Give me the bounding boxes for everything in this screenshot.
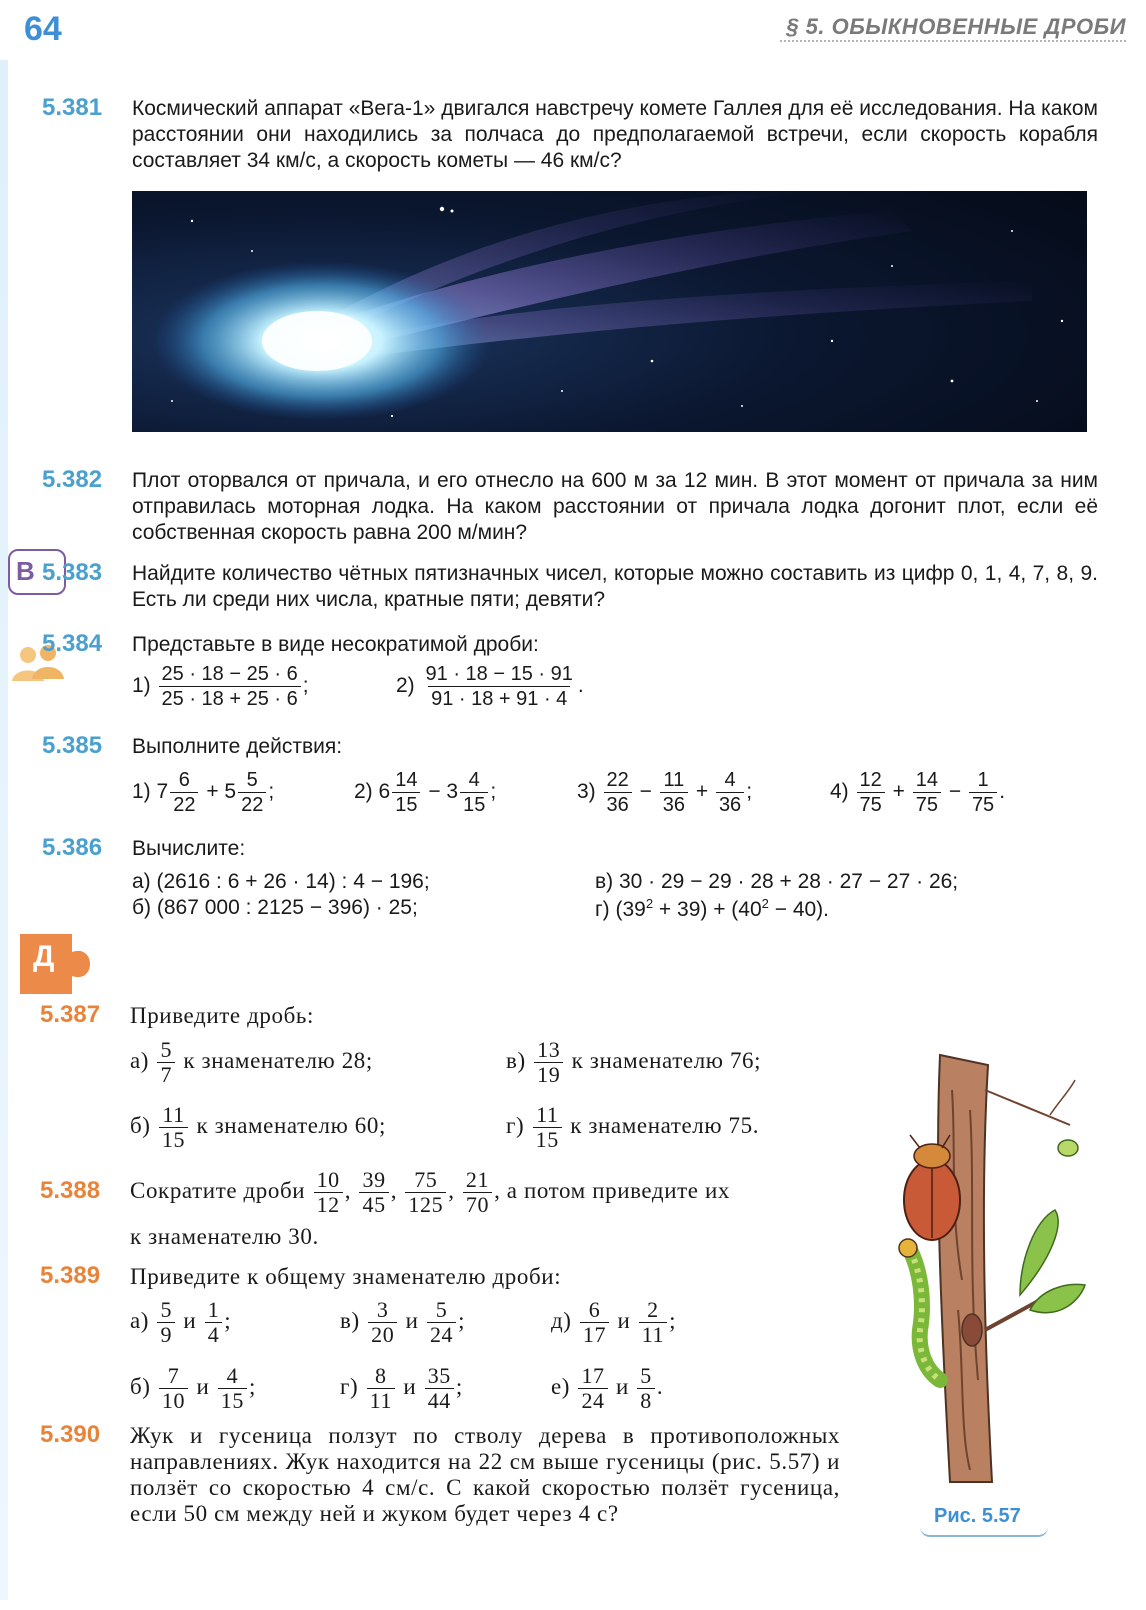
fraction	[157, 1038, 175, 1087]
numerator: 4	[724, 769, 736, 791]
problem-5385-text: Выполните действия:	[132, 735, 343, 758]
operator: +	[695, 780, 709, 804]
problem-5385-item-1	[132, 768, 274, 817]
operator: −	[639, 780, 652, 804]
item-label: б)	[130, 1373, 151, 1399]
fraction	[604, 768, 632, 817]
page-edge-tint	[0, 60, 8, 1600]
punct: ;	[302, 674, 309, 698]
numerator: 21	[465, 1167, 490, 1192]
item-label: 2)	[354, 780, 373, 804]
problem-number-5390: 5.390	[40, 1421, 101, 1448]
header-rule	[780, 40, 1126, 42]
numerator: 4	[468, 769, 480, 791]
fraction	[159, 1103, 188, 1152]
numerator: 12	[859, 769, 882, 791]
problem-5389-item-b	[130, 1364, 256, 1413]
punct: ;	[268, 780, 275, 804]
fraction	[534, 1038, 563, 1087]
problem-number-5385: 5.385	[42, 732, 103, 759]
punct: .	[577, 674, 584, 698]
fraction	[463, 1168, 492, 1217]
fraction	[637, 1364, 655, 1413]
numerator: 4	[226, 1363, 239, 1388]
item-label: д)	[551, 1307, 572, 1333]
denominator: 24	[427, 1322, 456, 1347]
denominator: 70	[463, 1192, 492, 1217]
problem-5386-g	[595, 896, 829, 922]
item-label: 1)	[132, 674, 151, 698]
fraction	[460, 768, 488, 817]
denominator: 10	[159, 1388, 188, 1413]
denominator: 19	[534, 1062, 563, 1087]
whole-part: 7	[156, 780, 169, 804]
problem-5387-item-v	[506, 1038, 761, 1087]
punct: ;	[224, 1307, 232, 1333]
fraction	[578, 1364, 607, 1413]
fraction	[423, 662, 576, 711]
fraction	[170, 768, 198, 817]
denominator: 8	[637, 1388, 655, 1413]
expr-part: − 40).	[768, 898, 830, 921]
problem-5387-item-a	[130, 1038, 373, 1087]
problem-number-5389: 5.389	[40, 1262, 101, 1289]
item-label: е)	[551, 1373, 571, 1399]
denominator: 36	[660, 792, 688, 817]
punct: .	[656, 1373, 664, 1399]
denominator: 12	[314, 1192, 343, 1217]
item-text: к знаменателю 28;	[183, 1047, 373, 1073]
denominator: 4	[205, 1322, 223, 1347]
problem-5387-item-b	[130, 1103, 386, 1152]
fraction	[639, 1298, 667, 1347]
denominator: 17	[580, 1322, 609, 1347]
numerator: 5	[640, 1363, 652, 1388]
numerator: 6	[588, 1297, 601, 1322]
punct: ;	[248, 1373, 256, 1399]
numerator: 14	[395, 769, 418, 791]
denominator: 25 · 18 + 25 · 6	[159, 686, 301, 711]
fraction	[716, 768, 744, 817]
fraction	[969, 768, 997, 817]
operator: −	[428, 780, 441, 804]
problem-5384-text: Представьте в виде несократимой дроби:	[132, 633, 539, 656]
item-label: 3)	[577, 780, 596, 804]
problem-5382-text: Плот оторвался от причала, и его отнесло на 600 м за 12 мин. В этот момент от причала за ним отправилась моторная лодка. На каком расстоянии от причала лодка догонит плот, если её собственная скорость равна 200 м/мин?	[132, 469, 1098, 544]
homework-badge-letter: Д	[33, 940, 55, 973]
item-label: в)	[506, 1047, 526, 1073]
problem-5388-line-2: к знаменателю 30.	[130, 1224, 319, 1249]
exponent: 2	[761, 896, 769, 911]
problem-5389-item-a	[130, 1298, 231, 1347]
denominator: 15	[218, 1388, 247, 1413]
numerator: 91 · 18 − 15 · 91	[425, 663, 573, 685]
item-label: в)	[340, 1307, 360, 1333]
fraction	[857, 768, 885, 817]
problem-number-5383: 5.383	[42, 559, 103, 586]
problem-5385-item-3	[577, 768, 752, 817]
item-label: а)	[130, 1047, 150, 1073]
fraction	[425, 1364, 454, 1413]
numerator: 1	[207, 1297, 220, 1322]
fraction	[157, 1298, 175, 1347]
expr-part: г) (39	[595, 898, 646, 921]
denominator: 125	[405, 1192, 446, 1217]
denominator: 9	[157, 1322, 175, 1347]
conjunction: и	[405, 1307, 419, 1333]
problem-5390-text: Жук и гусеница ползут по стволу дерева в противоположных направлениях. Жук находится на 22 см выше гусеницы (рис. 5.57) и ползёт со скоростью 4 см/с. С какой скоростью ползёт гусеница, если 50 см между ней и жуком будет через 4 с?	[130, 1423, 840, 1526]
numerator: 11	[536, 1102, 559, 1127]
numerator: 5	[160, 1037, 173, 1062]
item-text: к знаменателю 76;	[571, 1047, 762, 1073]
fraction	[159, 1364, 188, 1413]
denominator: 7	[157, 1062, 175, 1087]
fraction	[368, 1298, 397, 1347]
denominator: 22	[238, 792, 266, 817]
numerator: 10	[316, 1167, 340, 1192]
conjunction: и	[403, 1373, 417, 1399]
denominator: 91 · 18 + 91 · 4	[428, 686, 570, 711]
exponent: 2	[645, 896, 654, 911]
problem-5387-item-g	[506, 1103, 759, 1152]
problem-number-5386: 5.386	[42, 834, 103, 861]
item-label: г)	[506, 1112, 525, 1138]
item-label: 1)	[132, 780, 151, 804]
problem-number-5381: 5.381	[42, 94, 103, 121]
numerator: 39	[362, 1167, 386, 1192]
problem-5386-text: Вычислите:	[132, 837, 246, 860]
item-label: 2)	[396, 674, 415, 698]
text-part: Сократите дроби	[130, 1177, 306, 1203]
numerator: 3	[376, 1297, 389, 1322]
problem-5384-item-1	[132, 662, 309, 711]
numerator: 6	[178, 769, 190, 791]
fraction	[913, 768, 941, 817]
problem-5383-text: Найдите количество чётных пятизначных чисел, которые можно составить из цифр 0, 1, 4, 7, 8, 9. Есть ли среди них числа, кратные пяти; девяти?	[132, 562, 1098, 611]
fraction	[205, 1298, 223, 1347]
numerator: 5	[246, 769, 258, 791]
denominator: 45	[359, 1192, 388, 1217]
fraction	[218, 1364, 247, 1413]
numerator: 35	[427, 1363, 451, 1388]
denominator: 15	[159, 1127, 188, 1152]
fraction	[367, 1364, 395, 1413]
denominator: 36	[716, 792, 744, 817]
punct: ;	[458, 1307, 466, 1333]
fraction	[392, 768, 420, 817]
problem-5386-b: б) (867 000 : 2125 − 396) · 25;	[132, 896, 418, 919]
problem-5389-item-v	[340, 1298, 465, 1347]
numerator: 13	[537, 1037, 561, 1062]
operator: +	[892, 780, 905, 804]
item-label: а)	[130, 1307, 150, 1333]
comet-illustration	[132, 191, 1087, 432]
numerator: 5	[160, 1297, 173, 1322]
whole-part: 3	[446, 780, 459, 804]
problem-5389-item-e	[551, 1364, 663, 1413]
fraction	[580, 1298, 609, 1347]
denominator: 11	[639, 1322, 667, 1347]
problem-5381-text: Космический аппарат «Вега-1» двигался навстречу комете Галлея для её исследования. На каком расстоянии они находились за полчаса до предполагаемой встречи, если скорость корабля составляет 34 км/с, а скорость кометы — 46 км/с?	[132, 97, 1098, 172]
fraction	[533, 1103, 562, 1152]
expr-part: + 39) + (40	[653, 898, 762, 921]
denominator: 44	[425, 1388, 454, 1413]
problem-5387-text: Приведите дробь:	[130, 1003, 314, 1028]
fraction	[405, 1168, 446, 1217]
punct: .	[999, 780, 1006, 804]
fraction	[159, 662, 301, 711]
problem-5385-item-4	[830, 768, 1005, 817]
problem-5389-text: Приведите к общему знаменателю дроби:	[130, 1264, 562, 1289]
problem-5386-v: в) 30 · 29 − 29 · 28 + 28 · 27 − 27 · 26;	[595, 870, 959, 893]
conjunction: и	[196, 1373, 210, 1399]
homework-badge	[20, 934, 92, 999]
problem-number-5387: 5.387	[40, 1001, 101, 1028]
item-label: 4)	[830, 780, 849, 804]
page-number: 64	[24, 10, 62, 48]
numerator: 17	[581, 1363, 605, 1388]
fraction	[238, 768, 266, 817]
numerator: 14	[915, 769, 938, 791]
conjunction: и	[616, 1373, 629, 1399]
fraction	[427, 1298, 456, 1347]
item-label: б)	[130, 1112, 151, 1138]
level-v-letter: В	[16, 556, 35, 586]
denominator: 11	[367, 1388, 395, 1413]
problem-number-5388: 5.388	[40, 1177, 101, 1204]
numerator: 7	[167, 1363, 180, 1388]
denominator: 75	[857, 792, 885, 817]
numerator: 11	[663, 769, 685, 791]
numerator: 25 · 18 − 25 · 6	[161, 663, 298, 685]
denominator: 15	[460, 792, 488, 817]
operator: −	[948, 780, 962, 804]
denominator: 75	[969, 792, 997, 817]
denominator: 36	[604, 792, 632, 817]
figure-tree-beetle-caterpillar	[880, 1050, 1110, 1495]
problem-5384-item-2	[396, 662, 584, 711]
whole-part: 6	[378, 780, 391, 804]
denominator: 15	[533, 1127, 562, 1152]
fraction	[660, 768, 688, 817]
whole-part: 5	[224, 780, 237, 804]
denominator: 20	[368, 1322, 397, 1347]
fraction	[314, 1168, 343, 1217]
item-text: к знаменателю 75.	[570, 1112, 760, 1138]
problem-5388-line-1: Сократите дроби $\frac{10}{12}$ , $\frac{39}{45}$ , $\frac{75}{125}$ , $\frac{21}{70}$ , а потом приведите их	[130, 1167, 730, 1217]
numerator: 5	[435, 1297, 448, 1322]
problem-number-5384: 5.384	[42, 630, 103, 657]
problem-5389-item-g	[340, 1364, 463, 1413]
figure-caption: Рис. 5.57	[934, 1505, 1021, 1527]
text-part: , а потом приведите их	[494, 1177, 730, 1203]
denominator: 15	[392, 792, 420, 817]
punct: ;	[669, 1307, 677, 1333]
denominator: 22	[170, 792, 198, 817]
operator: +	[206, 780, 219, 804]
numerator: 11	[162, 1102, 185, 1127]
numerator: 22	[606, 769, 629, 791]
problem-5385-item-2	[354, 768, 496, 817]
denominator: 75	[913, 792, 941, 817]
numerator: 2	[647, 1297, 659, 1322]
punct: ;	[746, 780, 753, 804]
punct: ;	[490, 780, 497, 804]
section-header: § 5. ОБЫКНОВЕННЫЕ ДРОБИ	[786, 14, 1126, 39]
numerator: 1	[977, 769, 989, 791]
numerator: 8	[375, 1363, 387, 1388]
fraction	[359, 1168, 388, 1217]
item-text: к знаменателю 60;	[196, 1112, 386, 1138]
punct: ;	[455, 1373, 463, 1399]
numerator: 75	[414, 1167, 438, 1192]
comet-photo	[132, 191, 1087, 432]
problem-5386-a: а) (2616 : 6 + 26 · 14) : 4 − 196;	[132, 870, 430, 893]
denominator: 24	[578, 1388, 607, 1413]
item-label: г)	[340, 1373, 359, 1399]
problem-number-5382: 5.382	[42, 466, 103, 493]
problem-5389-item-d	[551, 1298, 676, 1347]
conjunction: и	[617, 1307, 631, 1333]
conjunction: и	[183, 1307, 197, 1333]
